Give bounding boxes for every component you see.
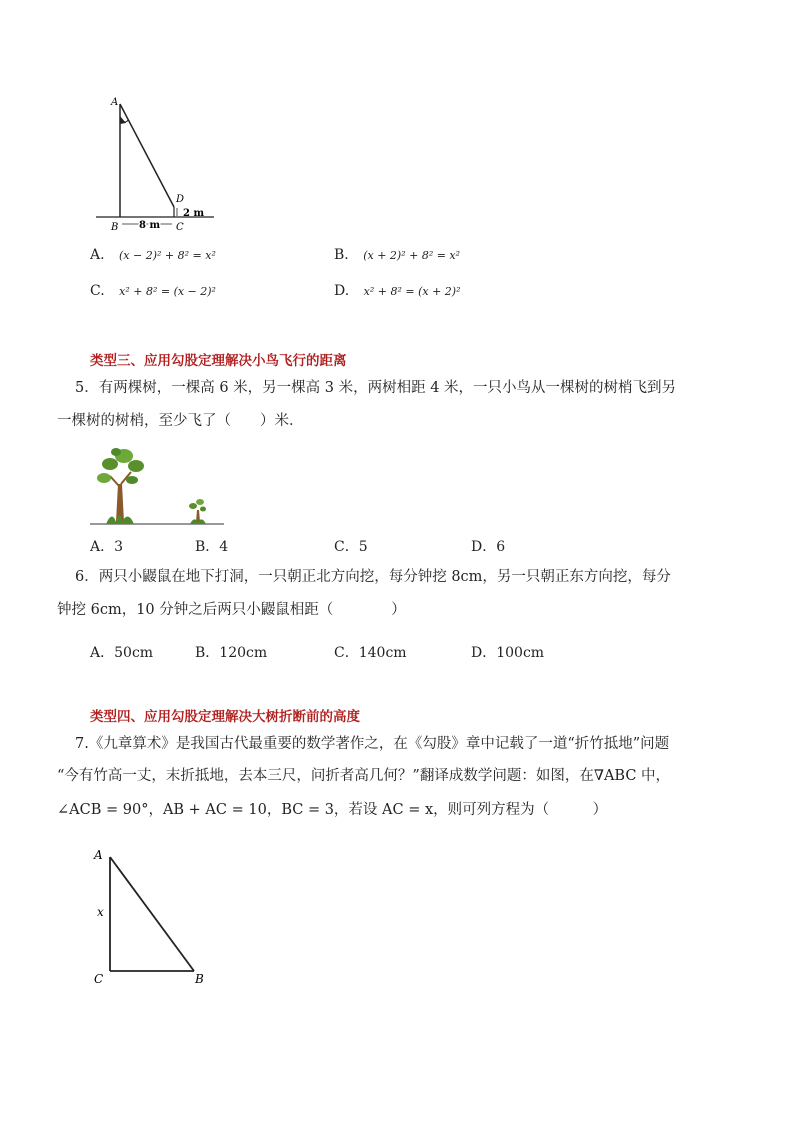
q5-option-a[interactable] [90, 536, 123, 556]
right-triangle-figure [88, 845, 213, 990]
tall-tree-icon [97, 448, 144, 524]
option-key: C． [334, 539, 359, 555]
option-key: A． [90, 645, 115, 661]
question-7-line-1: 7.《九章算术》是我国古代最重要的数学著作之，在《勾股》章中记载了一道“折竹抵地”问题 [75, 736, 670, 752]
dc-length-label: 2 m [183, 208, 205, 219]
option-value: 140cm [358, 645, 407, 661]
q4-option-d[interactable] [334, 283, 461, 299]
option-value: 120cm [219, 645, 268, 661]
option-key: B. [334, 247, 349, 263]
option-expression: x² + 8² = (x + 2)² [363, 285, 461, 298]
label-b: B [111, 222, 119, 233]
label-c: C [176, 222, 184, 233]
option-key: D． [471, 645, 497, 661]
q5-option-c[interactable] [334, 536, 368, 556]
question-7-line-3: ∠ACB = 90°，AB + AC = 10，BC = 3，若设 AC = x，则可列方程为（ ） [57, 802, 608, 818]
label-a: A [94, 848, 103, 862]
section-4-heading: 类型四、应用勾股定理解决大树折断前的高度 [90, 709, 360, 725]
option-value: 4 [219, 539, 229, 555]
question-6-line-1: 6．两只小鼹鼠在地下打洞，一只朝正北方向挖，每分钟挖 8cm，另一只朝正东方向挖，每分 [75, 569, 671, 585]
q4-option-a[interactable] [90, 247, 216, 263]
option-value: 6 [496, 539, 506, 555]
q6-option-c[interactable] [334, 642, 407, 662]
section-3-heading: 类型三、应用勾股定理解决小鸟飞行的距离 [90, 353, 347, 369]
short-tree-icon [189, 499, 206, 524]
q4-option-c[interactable] [90, 283, 216, 299]
option-value: 100cm [496, 645, 545, 661]
question-6-line-2: 钟挖 6cm，10 分钟之后两只小鼹鼠相距（ ） [57, 602, 406, 618]
option-expression: (x − 2)² + 8² = x² [119, 249, 216, 262]
label-c: C [94, 972, 104, 986]
option-key: A. [90, 247, 105, 263]
angle-fill-a [120, 116, 126, 124]
q6-option-b[interactable] [195, 642, 267, 662]
option-key: B． [195, 645, 220, 661]
option-key: D． [471, 539, 497, 555]
option-key: D. [334, 283, 350, 299]
q4-option-b[interactable] [334, 247, 460, 263]
question-5-line-1: 5．有两棵树，一棵高 6 米，另一棵高 3 米，两树相距 4 米，一只小鸟从一棵树的树梢飞到另 [75, 380, 677, 396]
option-key: A． [90, 539, 115, 555]
q5-option-d[interactable] [471, 536, 505, 556]
option-value: 3 [114, 539, 124, 555]
option-key: B． [195, 539, 220, 555]
question-5-line-2: 一棵树的树梢，至少飞了（ ）米． [57, 413, 304, 429]
q6-option-a[interactable] [90, 642, 153, 662]
label-a: A [111, 97, 119, 108]
pole-triangle-figure [90, 90, 230, 240]
side-ab [110, 857, 194, 971]
option-key: C． [334, 645, 359, 661]
option-expression: (x + 2)² + 8² = x² [363, 249, 461, 262]
option-key: C. [90, 283, 105, 299]
label-x: x [97, 905, 104, 919]
question-7-line-2: “今有竹高一丈，末折抵地，去本三尺，问折者高几何？”翻译成数学问题：如图，在∇ABC 中， [57, 768, 671, 784]
q5-option-b[interactable] [195, 536, 228, 556]
side-ad [120, 104, 174, 207]
two-trees-figure [88, 444, 228, 528]
option-value: 5 [358, 539, 368, 555]
option-value: 50cm [114, 645, 154, 661]
label-b: B [195, 972, 204, 986]
option-expression: x² + 8² = (x − 2)² [119, 285, 216, 298]
label-d: D [176, 194, 185, 205]
q6-option-d[interactable] [471, 642, 544, 662]
bc-length-label: 8 m [139, 220, 161, 231]
